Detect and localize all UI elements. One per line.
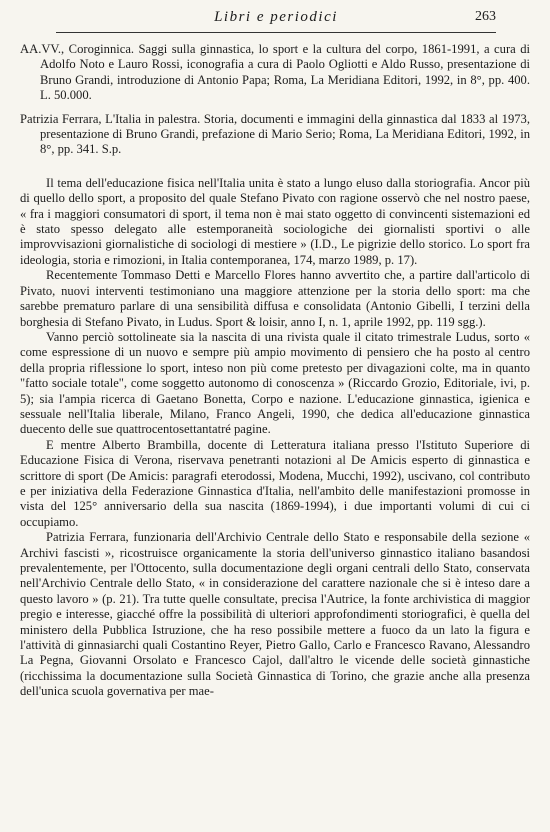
paragraph-3: Vanno perciò sottolineate sia la nascita di una rivista quale il citato trimestrale Ludus, sorto « come espressione di un nuovo e sempre più ampio movimento di pensiero che ha posto al centro della propria riflessione lo sport, inteso non più come pretesto per divagazioni colte, ma in quanto "fatto sociale totale", come soggetto autonomo di conoscenza » (Riccardo Grozio, Editoriale, ivi, p. 5); sia l'ampia ricerca di Gaetano Bonetta, Corpo e nazione. L'educazione ginnastica, igienica e sessuale nell'Italia liberale, Milano, Franco Angeli, 1990, che dedica all'educazione ginnastica duecento delle sue quattrocentosettantatré pagine.: [20, 329, 530, 437]
running-title: Libri e periodici: [214, 9, 338, 25]
page-content: [20, 42, 530, 700]
paragraph-5: Patrizia Ferrara, funzionaria dell'Archivio Centrale dello Stato e responsabile della sezione « Archivi fascisti », ricostruisce organicamente la storia dell'universo ginnastico italiano basandosi prevalentemente, per l'Ottocento, sulla documentazione degli organi centrali dello Stato, conservata nell'Archivio Centrale dello Stato, « in considerazione del carattere nazionale che si è inteso dare a questo lavoro » (p. 21). Tra tutte quelle consultate, precisa l'Autrice, la fonte archivistica di maggior pregio e interesse, giacché offre la possibilità di ulteriori approfondimenti storiografici, è quella del ministero della Pubblica Istruzione, che ha reso possibile mettere a fuoco da un lato la figura e l'attività di ginnasiarchi quali Costantino Reyer, Pietro Gallo, Carlo e Francesco Ravano, Alessandro La Pegna, Giovanni Orsolato e Francesco Cajol, dall'altro le vicende delle società ginnastiche (ricchissima la documentazione sulla Società Ginnastica di Torino, che grazie anche alla presenza dell'unica scuola governativa per mae-: [20, 530, 530, 699]
paragraph-4: E mentre Alberto Brambilla, docente di Letteratura italiana presso l'Istituto Superiore di Educazione Fisica di Verona, riservava penetranti notazioni al De Amicis esperto di ginnastica e scrittore di sport (De Amicis: paragrafi eterodossi, Modena, Mucchi, 1992), uscivano, col contributo e per iniziativa della Federazione Ginnastica d'Italia, nell'ambito delle manifestazioni promosse in vista del 125° anniversario della sua nascita (1869-1994), i due importanti volumi di cui ci occupiamo.: [20, 437, 530, 529]
bibliographic-entry-coroginnica: AA.VV., Coroginnica. Saggi sulla ginnastica, lo sport e la cultura del corpo, 1861-1991, a cura di Adolfo Noto e Lauro Rossi, iconografia a cura di Paolo Ogliotti e Aldo Russo, presentazione di Bruno Grandi, introduzione di Antonio Papa; Roma, La Meridiana Editori, 1992, in 8°, pp. 400. L. 50.000.: [20, 42, 530, 103]
page-header: [56, 8, 496, 33]
paragraph-1: Il tema dell'educazione fisica nell'Italia unita è stato a lungo eluso dalla storiografia. Ancor più di quello dello sport, a proposito del quale Stefano Pivato con ragione osservò che nel nostro paese, « fra i maggiori consumatori di sport, il tema non è mai stato oggetto di convincenti sistemazioni ed è stato spesso delegato alle estemporaneità sociologiche dei giornalisti sportivi o alle improvvisazioni giornalistiche di sociologi di mestiere » (I.D., Le pigrizie dello storico. Lo sport fra ideologia, storia e rimozioni, in Italia contemporanea, 174, marzo 1989, p. 17).: [20, 175, 530, 267]
bibliographic-entry-italia-in-palestra: Patrizia Ferrara, L'Italia in palestra. Storia, documenti e immagini della ginnastica dal 1833 al 1973, presentazione di Bruno Grandi, prefazione di Mario Serio; Roma, La Meridiana Editori, 1992, in 8°, pp. 341. S.p.: [20, 111, 530, 157]
page-number: 263: [475, 9, 496, 24]
section-spacer: [20, 166, 530, 176]
paragraph-2: Recentemente Tommaso Detti e Marcello Flores hanno avvertito che, a partire dall'articolo di Pivato, nuovi interventi testimoniano una maggiore attenzione per la storia dello sport: ma che sarebbe prematuro parlare di una sensibilità diffusa e consolidata (Antonio Gibelli, I terzini della borghesia di Stefano Pivato, in Ludus. Sport & loisir, anno I, n. 1, aprile 1992, pp. 119 sgg.).: [20, 268, 530, 329]
